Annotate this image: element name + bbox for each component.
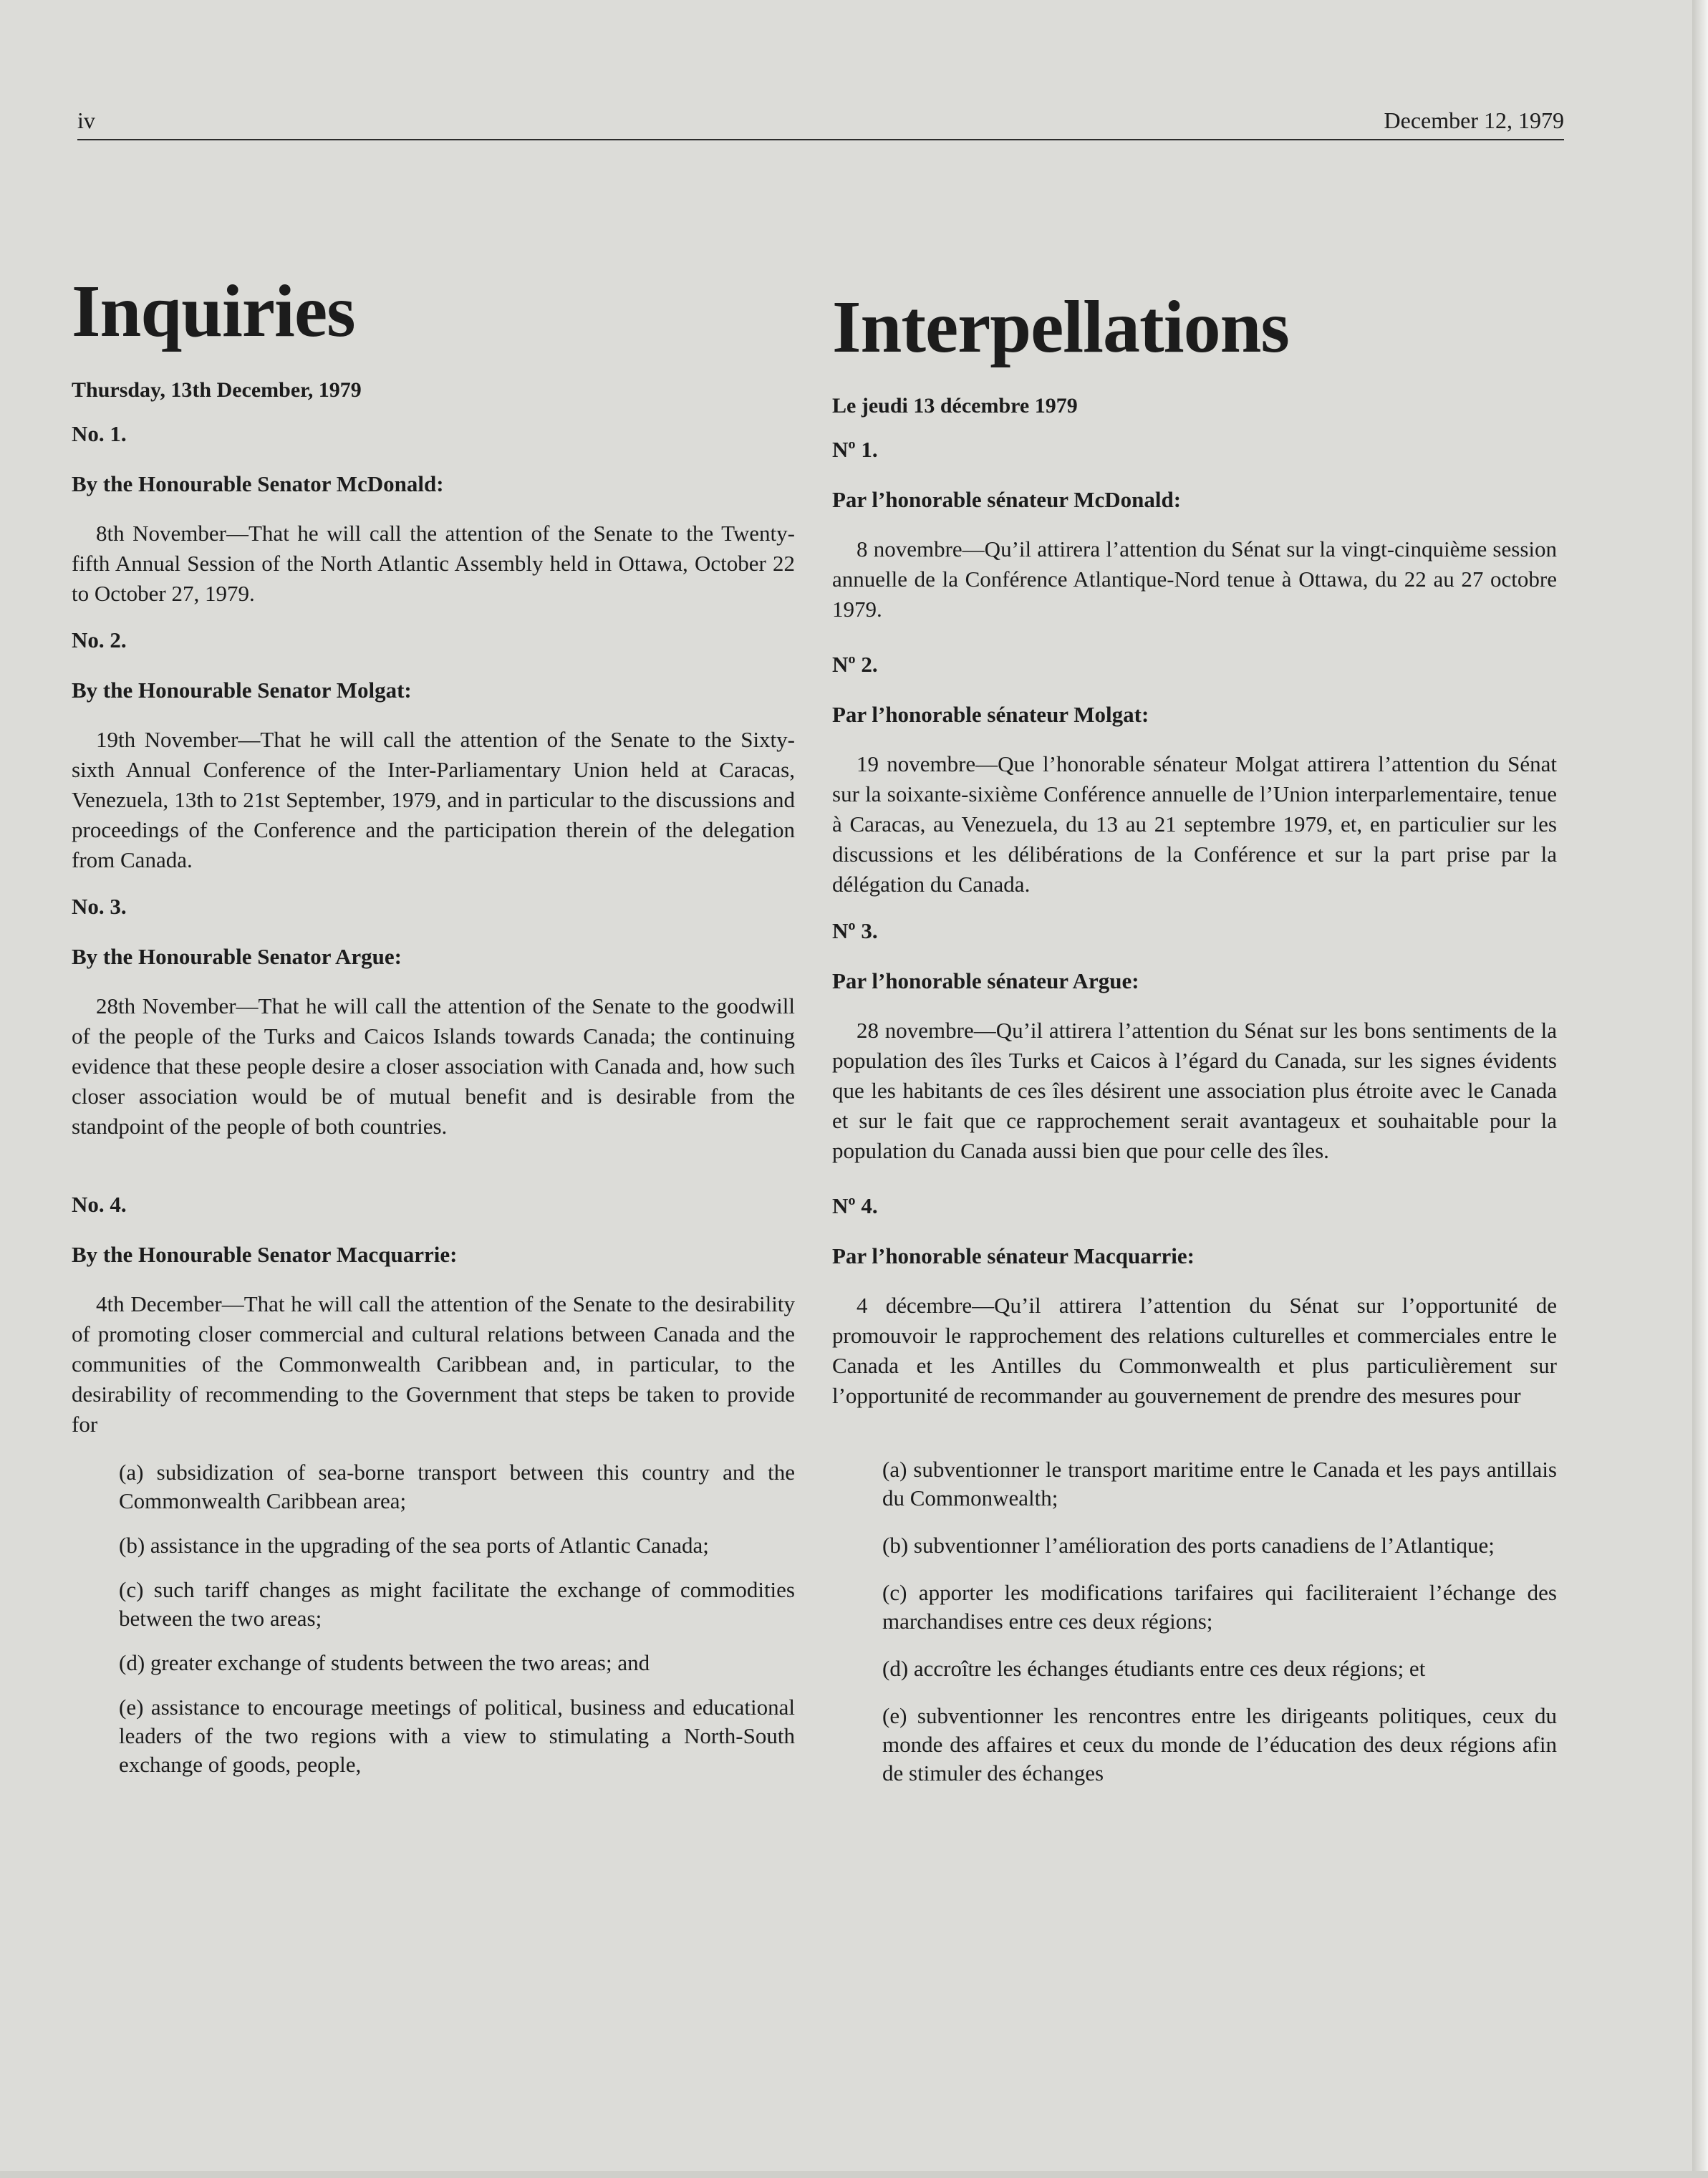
notice-sponsor: Par l’honorable sénateur Macquarrie:	[832, 1243, 1195, 1268]
notice-text: 28 novembre—Qu’il attirera l’attention du Sénat sur les bons sentiments de la population des îles Turks et Caicos à l’égard du Canada, sur les signes évidents que les habitants de ces îles désirent une association plus étroite avec le Canada et sur le fait que ce rapprochement serait avantageux et souhaitable pour la population du Canada aussi bien que pour celle des îles.	[832, 1018, 1557, 1163]
list-item: (d) greater exchange of students between the two areas; and	[119, 1650, 650, 1675]
french-notice-3	[832, 918, 1557, 1166]
french-sitting-date: Le jeudi 13 décembre 1979	[832, 394, 1078, 418]
english-column	[72, 272, 795, 1795]
page-edge	[1692, 0, 1708, 2178]
running-header	[77, 107, 1564, 140]
notice-sponsor: By the Honourable Senator Molgat:	[72, 678, 412, 703]
list-item: (b) subventionner l’amélioration des ports canadiens de l’Atlantique;	[882, 1533, 1495, 1558]
notice-text: 19 novembre—Que l’honorable sénateur Molgat attirera l’attention du Sénat sur la soixante-sixième Conférence annuelle de l’Union interparlementaire, tenue à Caracas, au Venezuela, du 13 au 21 septembre 1979, et, en particulier sur les discussions et les délibérations de la Conférence et sur la part prise par la délégation du Canada.	[832, 751, 1557, 897]
list-item: (a) subsidization of sea-borne transport between this country and the Commonwealth Caribbean area;	[119, 1460, 795, 1513]
page-folio: iv	[77, 107, 95, 133]
list-item: (c) apporter les modifications tarifaires qui faciliteraient l’échange des marchandises entre ces deux régions;	[882, 1580, 1557, 1634]
english-notice-1	[72, 421, 795, 609]
list-item: (e) subventionner les rencontres entre les dirigeants politiques, ceux du monde des affaires et ceux du monde de l’éducation des deux régions afin de stimuler des échanges	[882, 1703, 1557, 1786]
notice-number: Nº 3.	[832, 918, 878, 943]
english-notice-4	[72, 1192, 795, 1779]
notice-sponsor: Par l’honorable sénateur McDonald:	[832, 487, 1182, 512]
list-item: (c) such tariff changes as might facilitate the exchange of commodities between the two areas;	[119, 1577, 795, 1631]
french-column	[832, 272, 1557, 1806]
notice-text: 28th November—That he will call the attention of the Senate to the goodwill of the people of the Turks and Caicos Islands towards Canada; the continuing evidence that these people desire a closer association with Canada and, how such closer association would be of mutual benefit and is desirable from the standpoint of the people of both countries.	[72, 993, 795, 1139]
notice-number: No. 2.	[72, 627, 127, 652]
notice-text: 4th December—That he will call the attention of the Senate to the desirability of promoting closer commercial and cultural relations between Canada and the communities of the Commonwealth Caribbean and, in particular, to the desirability of recommending to the Government that steps be taken to provide for	[72, 1291, 795, 1437]
list-item: (d) accroître les échanges étudiants entre ces deux régions; et	[882, 1656, 1426, 1681]
notice-text: 8th November—That he will call the attention of the Senate to the Twenty-fifth Annual Session of the North Atlantic Assembly held in Ottawa, October 22 to October 27, 1979.	[72, 521, 795, 606]
list-item: (b) assistance in the upgrading of the sea ports of Atlantic Canada;	[119, 1533, 709, 1558]
notice-text: 19th November—That he will call the attention of the Senate to the Sixty-sixth Annual Conference of the Inter-Parliamentary Union held at Caracas, Venezuela, 13th to 21st September, 1979, and in particular to the discussions and proceedings of the Conference and the participation therein of the delegation from Canada.	[72, 727, 795, 872]
notice-sponsor: By the Honourable Senator Argue:	[72, 944, 402, 969]
notice-sub-list	[832, 1455, 1557, 1788]
notice-sponsor: By the Honourable Senator Macquarrie:	[72, 1242, 458, 1267]
english-notice-2	[72, 627, 795, 875]
notice-sponsor: Par l’honorable sénateur Argue:	[832, 968, 1139, 993]
list-item: (a) subventionner le transport maritime entre le Canada et les pays antillais du Commonwealth;	[882, 1457, 1557, 1510]
notice-number: Nº 2.	[832, 652, 878, 677]
notice-text: 8 novembre—Qu’il attirera l’attention du Sénat sur la vingt-cinquième session annuelle de la Conférence Atlantique-Nord tenue à Ottawa, du 22 au 27 octobre 1979.	[832, 536, 1557, 622]
french-notice-1	[832, 437, 1557, 625]
notice-sponsor: Par l’honorable sénateur Molgat:	[832, 702, 1149, 727]
notice-sub-list	[72, 1458, 795, 1779]
english-section-title: Inquiries	[72, 270, 355, 352]
notice-sponsor: By the Honourable Senator McDonald:	[72, 471, 444, 496]
french-notice-4	[832, 1193, 1557, 1788]
header-date: December 12, 1979	[1384, 107, 1564, 133]
notice-number: Nº 4.	[832, 1193, 878, 1218]
notice-number: No. 3.	[72, 894, 127, 919]
list-item: (e) assistance to encourage meetings of political, business and educational leaders of the two regions with a view to stimulating a North-South exchange of goods, people,	[119, 1695, 795, 1777]
notice-number: Nº 1.	[832, 437, 878, 462]
notice-text: 4 décembre—Qu’il attirera l’attention du Sénat sur l’opportunité de promouvoir le rapprochement des relations culturelles et commerciales entre le Canada et les Antilles du Commonwealth et plus particulièrement sur l’opportunité de recommander au gouvernement de prendre des mesures pour	[832, 1293, 1557, 1408]
page-bottom-edge	[0, 2171, 1708, 2178]
english-notice-3	[72, 894, 795, 1142]
french-section-title: Interpellations	[832, 286, 1289, 368]
notice-number: No. 4.	[72, 1192, 127, 1217]
notice-number: No. 1.	[72, 421, 127, 446]
french-notice-2	[832, 652, 1557, 900]
english-sitting-date: Thursday, 13th December, 1979	[72, 378, 362, 402]
